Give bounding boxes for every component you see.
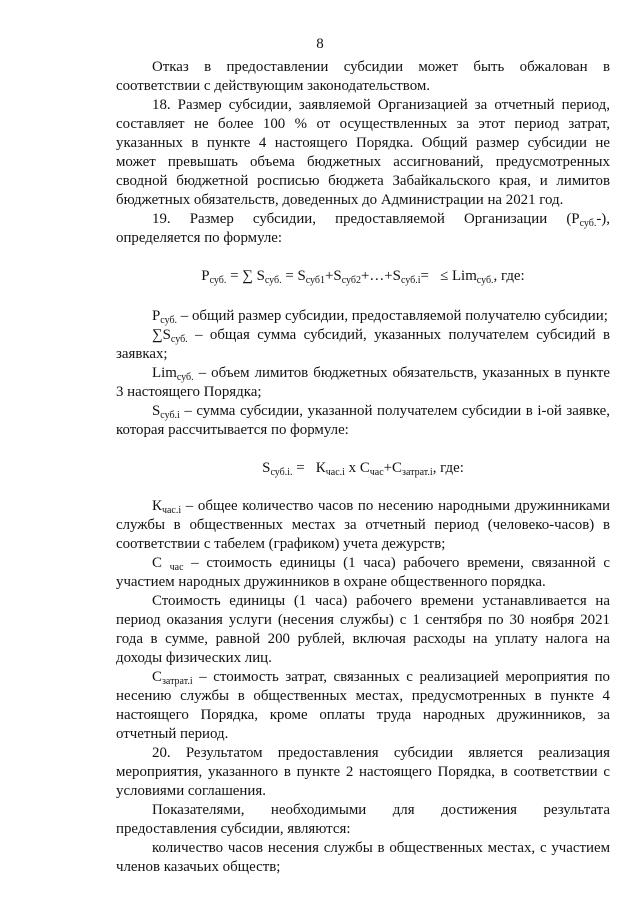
definition-c: С $_{час}$ – стоимость единицы (1 часа) рабочего времени, связанной с участием народных дружинников в охране общественного порядка. (116, 555, 611, 590)
indicators-line-2: предоставления субсидии, являются: (116, 821, 351, 837)
word: для (392, 802, 415, 818)
word: быть (473, 59, 505, 75)
word: 19. (152, 211, 171, 227)
word: в (204, 59, 212, 75)
word: обжалован (519, 59, 588, 75)
definition-p-sub: $Р_{суб.}$ – общий размер субсидии, предоставляемой получателю субсидии; (152, 308, 608, 326)
formula-subsidy-i: $S_{суб.i.} = К_{час.i}$ х $С_{час}+С_{затрат.i}$, где: (262, 460, 464, 478)
paragraph-20: 20. Результатом предоставления субсидии является реализация мероприятия, указанного в пункте 2 настоящего Порядка, в соответствии с условиями соглашения. (116, 745, 610, 799)
definition-c-costs: $С_{затрат.i}$ – стоимость затрат, связанных с реализацией мероприятия по несению службы в общественных местах, предусмотренных в пункте 4 настоящего Порядка, кроме оплаты труда народных дружинников, за отчетный период. (116, 669, 610, 742)
indicator-hours: количество часов несения службы в общественных местах, с участием членов казачьих обществ; (116, 840, 610, 875)
cost-paragraph: Стоимость единицы (1 часа) рабочего времени устанавливается на период оказания услуги (несения службы) с 1 сентября по 30 ноября 2021 года в сумме, равной 200 рублей, включая расходы на уплату налога на доходы физических лиц. (116, 593, 610, 666)
word: Отказ (152, 59, 189, 75)
word: предоставлении (226, 59, 329, 75)
definition-sum: $\sum S_{суб.}$ – общая сумма субсидий, указанных получателем субсидий в заявках; (116, 327, 610, 362)
paragraph-18: 18. Размер субсидии, заявляемой Организацией за отчетный период, составляет не более 100 % от осуществленных за этот период затрат, указанных в пункте 4 настоящего Порядка. Общий размер субсидии не может превышать объема бюджетных ассигнований, предусмотренных сводной бюджетной росписью бюджета Забайкальского края, и лимитов бюджетных обязательств, доведенных до Администрации на 2021 год. (116, 97, 610, 208)
definition-s-i: $S_{суб.i}$ – сумма субсидии, указанной получателем субсидии в i-ой заявке, которая рассчитывается по формуле: (116, 403, 610, 438)
formula-total-subsidy: $Р_{суб.}$ = ∑ $S_{суб.}$ = $S_{суб1}+S_{суб2}+\dots+S_{суб.i}= \le Lim_{суб.}$, где: (201, 268, 525, 286)
word: может (418, 59, 459, 75)
refusal-line-2: соответствии с действующим законодательством. (116, 78, 431, 94)
word: предоставляемой (335, 211, 445, 227)
word-with-sub: $(Р_{суб.}-)$, (566, 211, 610, 229)
refusal-line-1 (116, 58, 610, 77)
word: Показателями, (152, 802, 245, 818)
word: Размер (189, 211, 234, 227)
word: необходимыми (270, 802, 367, 818)
definition-k: $К_{час.i}$ – общее количество часов по несению народными дружинниками службы в общественных местах за отчетный период (человеко-часов) в соответствии с табелем (графиком) учета дежурств; (116, 498, 610, 552)
definition-lim: Lim$_{суб.}$ – объем лимитов бюджетных обязательств, указанных в пункте 3 настоящего Порядка; (116, 365, 610, 400)
paragraph-19-line-2: определяется по формуле: (116, 230, 283, 246)
word: результата (543, 802, 610, 818)
word: в (602, 59, 610, 75)
word: Организации (463, 211, 548, 227)
document-body (116, 58, 610, 877)
paragraph-19-line-1 (116, 210, 610, 229)
word: субсидии (343, 59, 404, 75)
indicators-line-1 (116, 801, 610, 820)
word: достижения (441, 802, 518, 818)
page-number: 8 (316, 36, 324, 52)
word: субсидии, (252, 211, 316, 227)
